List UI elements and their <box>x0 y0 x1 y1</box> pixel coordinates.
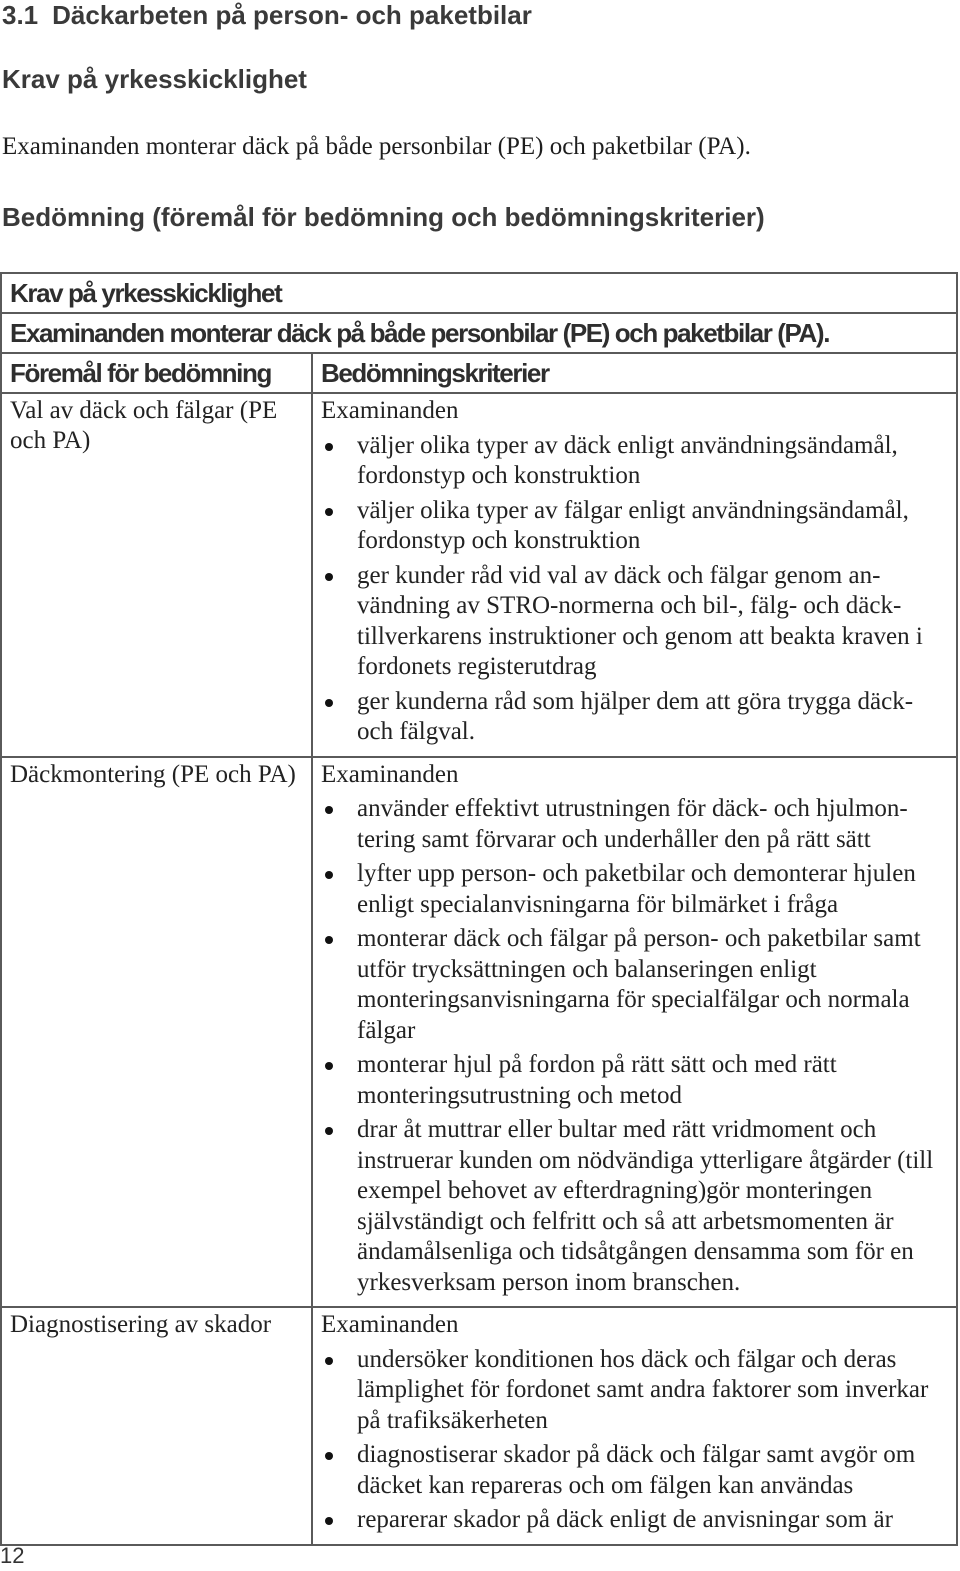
bullet-icon <box>325 1517 333 1525</box>
skill-heading: Krav på yrkesskicklighet <box>2 64 307 94</box>
criteria-text: lyfter upp person- och paketbilar och demonterar hjulen enligt specialanvisningarna för bilmärket i fråga <box>357 860 916 918</box>
criteria-text: diagnostiserar skador på däck och fälgar samt avgör om däcket kan repareras och om fälgen kan användas <box>357 1441 916 1499</box>
bullet-icon <box>325 936 333 944</box>
section-heading <box>2 0 532 31</box>
bullet-icon <box>325 1357 333 1365</box>
criteria-lead: Examinanden <box>321 760 459 788</box>
assessment-object: Diagnostisering av skador <box>1 1307 312 1545</box>
criteria-text: monterar hjul på fordon på rätt sätt och med rätt monteringsutrustning och metod <box>357 1051 837 1109</box>
table-header-row <box>1 353 957 393</box>
list-item <box>321 687 950 748</box>
bullet-icon <box>325 871 333 879</box>
criteria-list <box>321 794 950 1298</box>
list-item <box>321 496 950 557</box>
list-item <box>321 431 950 492</box>
section-number: 3.1 <box>2 0 39 30</box>
criteria-text: drar åt muttrar eller bultar med rätt vridmoment och instruerar kunden om nödvändiga ytterligare åtgärder (till exempel behovet av efterdragning)gör monteringen självständigt och felfritt och så att arbetsmomenten är ändamålsenliga och tidsåtgången densamma som för en yrkesverksam person inom branschen. <box>357 1116 934 1296</box>
list-item <box>321 1115 950 1298</box>
criteria-lead: Examinanden <box>321 397 459 424</box>
bullet-icon <box>325 508 333 516</box>
intro-text: Examinanden monterar däck på både personbilar (PE) och paketbilar (PA). <box>2 133 751 160</box>
table-title-row <box>1 273 957 313</box>
bullet-icon <box>325 443 333 451</box>
table-subtitle-row <box>1 313 957 353</box>
criteria-text: reparerar skador på däck enligt de anvisningar som är <box>357 1506 893 1533</box>
bullet-icon <box>325 806 333 814</box>
criteria-text: monterar däck och fälgar på person- och paketbilar samt utför trycksättningen och balanseringen enligt monteringsanvisningarna för specialfälgar och normala fälgar <box>357 925 921 1044</box>
section-title: Däckarbeten på person- och paketbilar <box>52 0 532 30</box>
assessment-criteria <box>312 1307 957 1545</box>
list-item <box>321 1440 950 1501</box>
page-number: 12 <box>0 1543 25 1568</box>
criteria-lead: Examinanden <box>321 1311 459 1338</box>
column-header-object: Föremål för bedömning <box>1 353 312 393</box>
bullet-icon <box>325 699 333 707</box>
criteria-text: undersöker konditionen hos däck och fälgar och deras lämplighet för fordonet samt andra faktorer som inverkar på trafiksäkerheten <box>357 1345 929 1434</box>
list-item <box>321 924 950 1046</box>
criteria-text: väljer olika typer av fälgar enligt användningsändamål, fordonstyp och konstruktion <box>357 496 909 554</box>
bullet-icon <box>325 573 333 581</box>
criteria-text: ger kunder råd vid val av däck och fälgar genom an-vändning av STRO-normerna och bil-, fälg- och däck-tillverkarens instruktioner och genom att beakta kraven i fordonets registerutdrag <box>357 561 923 680</box>
assessment-object: Val av däck och fälgar (PE och PA) <box>1 393 312 757</box>
table-row <box>1 757 957 1308</box>
assessment-criteria <box>312 757 957 1308</box>
criteria-text: väljer olika typer av däck enligt användningsändamål, fordonstyp och konstruktion <box>357 431 898 489</box>
criteria-list <box>321 1345 950 1536</box>
criteria-text: använder effektivt utrustningen för däck- och hjulmon-tering samt förvarar och underhåller den på rätt sätt <box>357 795 908 853</box>
list-item <box>321 794 950 855</box>
table-row <box>1 1307 957 1545</box>
list-item <box>321 1505 950 1536</box>
list-item <box>321 1050 950 1111</box>
bullet-icon <box>325 1127 333 1135</box>
assessment-object: Däckmontering (PE och PA) <box>1 757 312 1308</box>
list-item <box>321 1345 950 1437</box>
table-subtitle: Examinanden monterar däck på både personbilar (PE) och paketbilar (PA). <box>1 313 957 353</box>
list-item <box>321 561 950 683</box>
bullet-icon <box>325 1452 333 1460</box>
table-row <box>1 393 957 757</box>
bullet-icon <box>325 1062 333 1070</box>
criteria-list <box>321 431 950 748</box>
criteria-table <box>0 272 958 1546</box>
table-title: Krav på yrkesskicklighet <box>1 273 957 313</box>
criteria-text: ger kunderna råd som hjälper dem att göra trygga däck- och fälgval. <box>357 687 914 745</box>
list-item <box>321 859 950 920</box>
column-header-criteria: Bedömningskriterier <box>312 353 957 393</box>
assessment-criteria <box>312 393 957 757</box>
assessment-heading: Bedömning (föremål för bedömning och bedömningskriterier) <box>2 202 765 232</box>
